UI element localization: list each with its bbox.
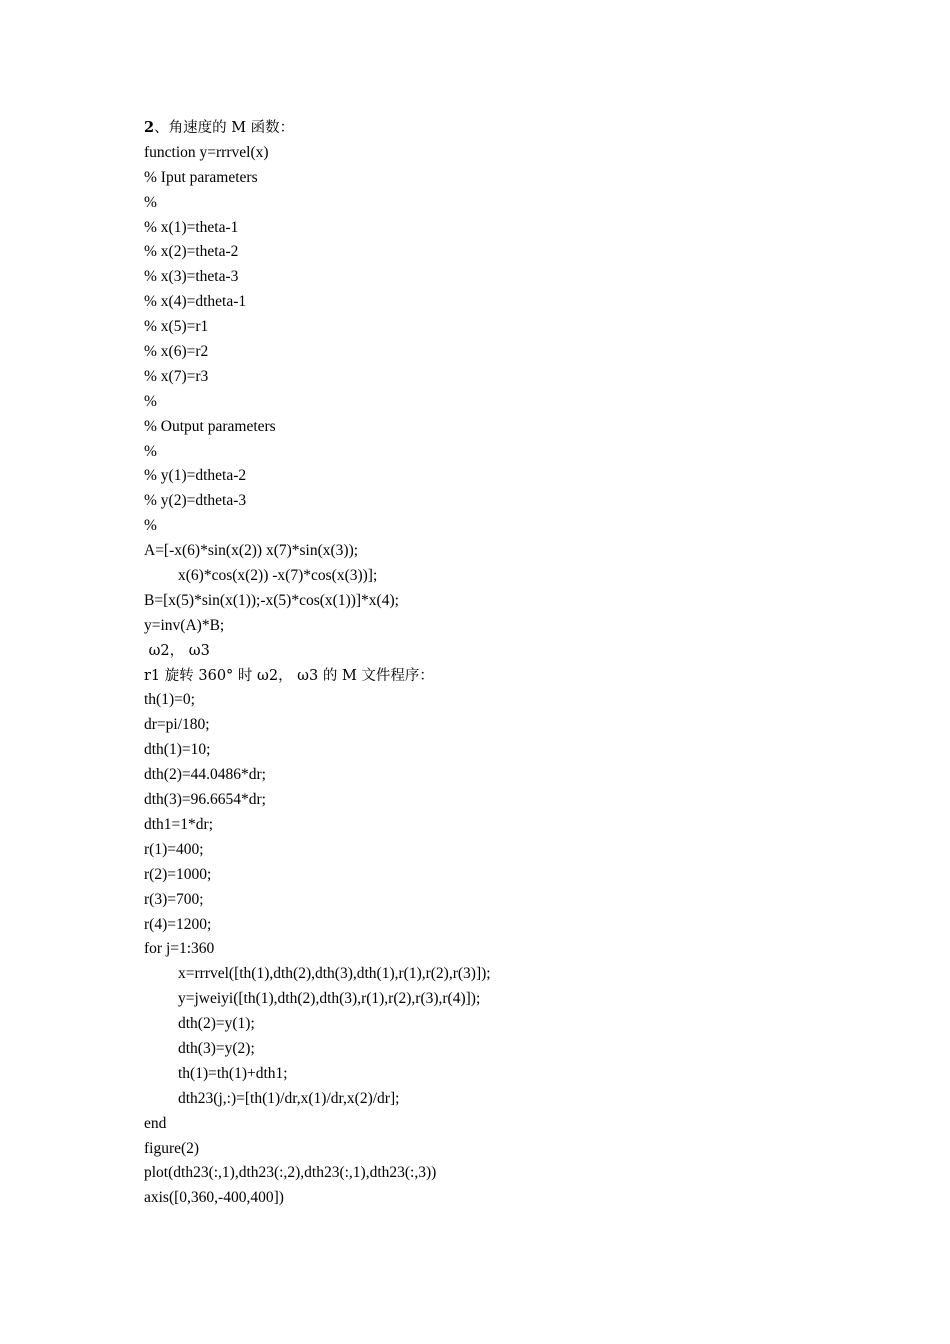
code-line: r(2)=1000; — [144, 865, 212, 883]
code-line: % x(5)=r1 — [144, 318, 209, 336]
code-line: % y(2)=dtheta-3 — [144, 492, 247, 510]
code-line: end — [144, 1114, 167, 1132]
code-line: dth1=1*dr; — [144, 815, 214, 833]
code-line: % x(7)=r3 — [144, 367, 209, 385]
code-line: % — [144, 517, 157, 535]
code-line: figure(2) — [144, 1139, 200, 1157]
section-number: 2 — [144, 119, 155, 136]
code-line: r(1)=400; — [144, 840, 204, 858]
code-line: % — [144, 392, 157, 410]
code-line: axis([0,360,-400,400]) — [144, 1189, 284, 1207]
code-line: % Output parameters — [144, 417, 276, 435]
section-heading: 2、角速度的 M 函数： — [144, 119, 295, 136]
code-line: r(3)=700; — [144, 890, 204, 908]
code-line: y=jweiyi([th(1),dth(2),dth(3),r(1),r(2),r(3),r(4)]); — [178, 990, 481, 1008]
code-line: dth23(j,:)=[th(1)/dr,x(1)/dr,x(2)/dr]; — [178, 1089, 400, 1107]
code-line: A=[-x(6)*sin(x(2)) x(7)*sin(x(3)); — [144, 542, 359, 560]
code-line: dth(2)=44.0486*dr; — [144, 766, 266, 784]
code-line: x=rrrvel([th(1),dth(2),dth(3),dth(1),r(1),r(2),r(3)]); — [178, 965, 491, 983]
code-line: function y=rrrvel(x) — [144, 143, 269, 161]
code-line: dth(2)=y(1); — [178, 1015, 255, 1033]
code-line: % x(4)=dtheta-1 — [144, 293, 247, 311]
code-line: % y(1)=dtheta-2 — [144, 467, 247, 485]
code-line: % — [144, 193, 157, 211]
code-line: dr=pi/180; — [144, 716, 210, 734]
code-line: dth(1)=10; — [144, 741, 211, 759]
code-line: % x(6)=r2 — [144, 343, 209, 361]
code-line: dth(3)=96.6654*dr; — [144, 791, 266, 809]
code-line: y=inv(A)*B; — [144, 616, 225, 634]
code-line: th(1)=0; — [144, 691, 195, 709]
code-line: % — [144, 442, 157, 460]
code-line: for j=1:360 — [144, 940, 215, 958]
code-line: % x(1)=theta-1 — [144, 218, 239, 236]
code-line: ω2， ω3 — [144, 642, 210, 659]
code-line: x(6)*cos(x(2)) -x(7)*cos(x(3))]; — [178, 567, 378, 585]
code-line: % x(2)=theta-2 — [144, 243, 239, 261]
code-line: plot(dth23(:,1),dth23(:,2),dth23(:,1),dth23(:,3)) — [144, 1164, 437, 1182]
code-line: % x(3)=theta-3 — [144, 268, 239, 286]
code-line: dth(3)=y(2); — [178, 1039, 255, 1057]
code-line: r(4)=1200; — [144, 915, 212, 933]
code-line: % Iput parameters — [144, 168, 258, 186]
code-line: B=[x(5)*sin(x(1));-x(5)*cos(x(1))]*x(4); — [144, 591, 399, 609]
code-line: th(1)=th(1)+dth1; — [178, 1064, 288, 1082]
code-line: r1 旋转 360° 时 ω2， ω3 的 M 文件程序： — [144, 667, 434, 684]
code-listing — [144, 116, 904, 1211]
